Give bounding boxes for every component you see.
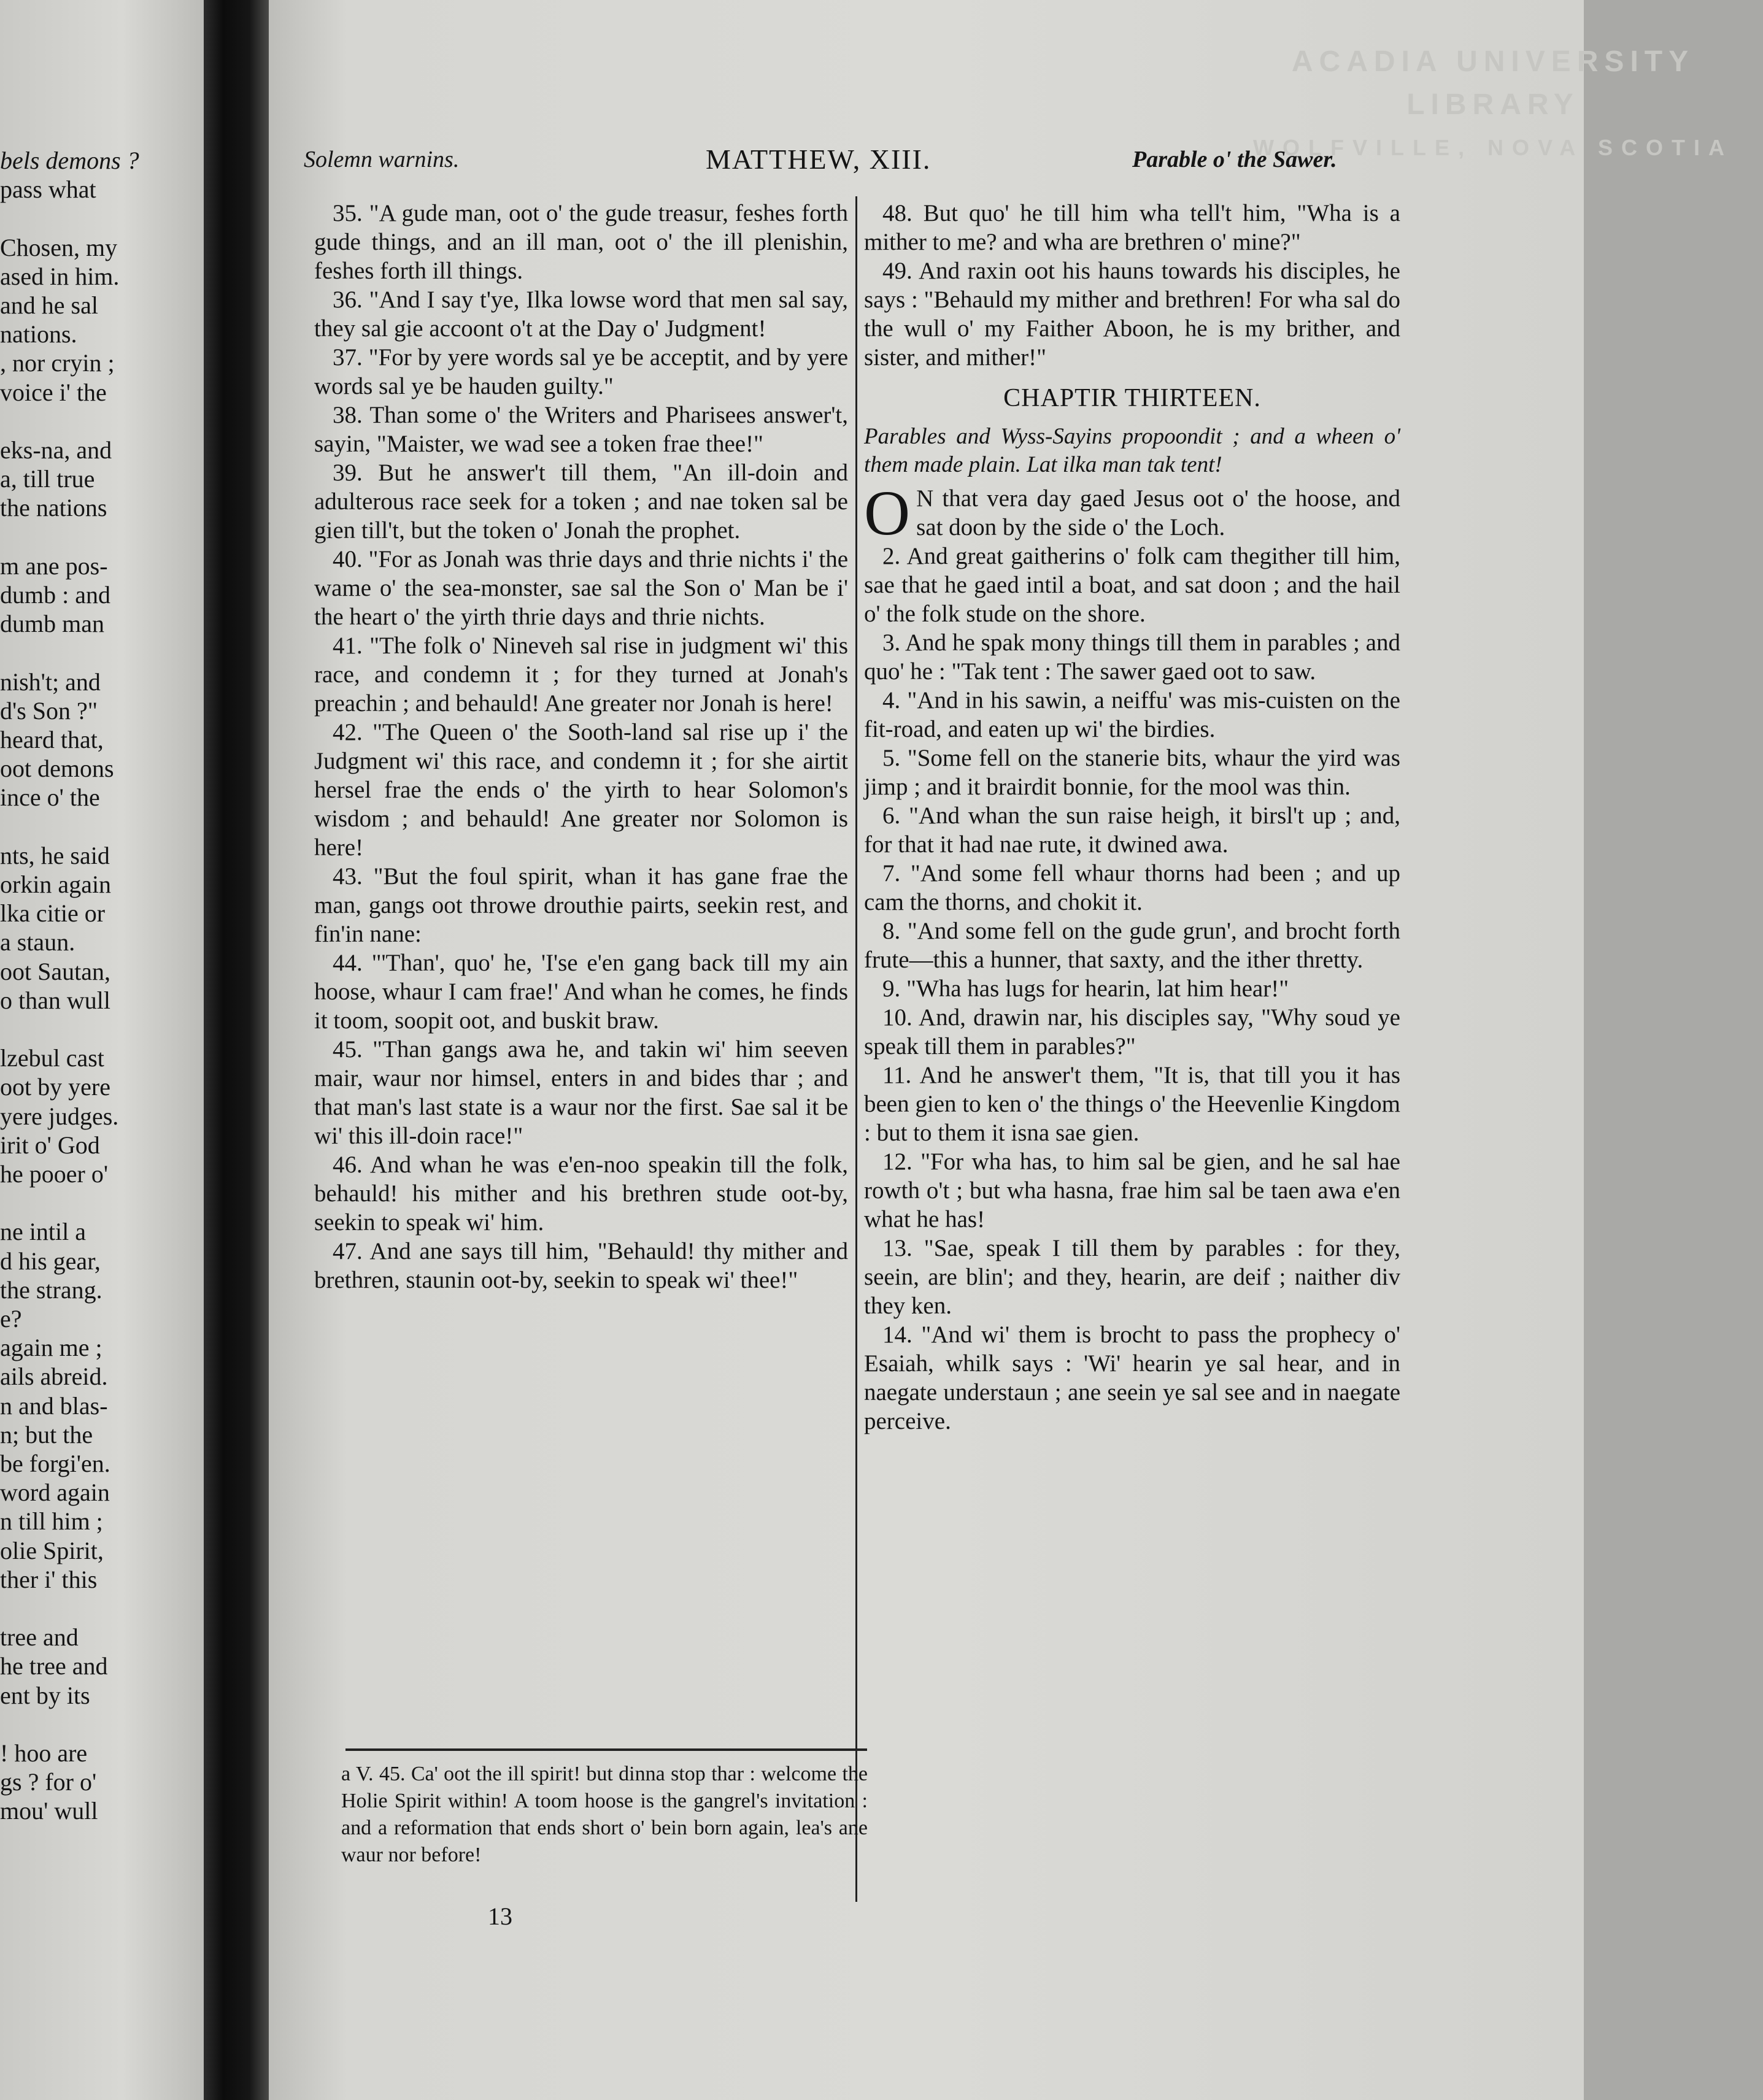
left-page-line: nations. <box>0 320 77 348</box>
verse: 9. "Wha has lugs for hearin, lat him hear!" <box>882 975 1289 1002</box>
verse: 7. "And some fell whaur thorns had been ; and up cam the thorns, and chokit it. <box>864 860 1400 915</box>
verse: 38. Than some o' the Writers and Pharisees answer't, sayin, "Maister, we wad see a token frae thee!" <box>314 402 848 457</box>
verse: 5. "Some fell on the stanerie bits, whaur the yird was jimp ; and it brairdit bonnie, for the mool was thin. <box>864 745 1400 800</box>
left-page-line: ther i' this <box>0 1565 98 1593</box>
verse: 10. And, drawin nar, his disciples say, "Why soud ye speak till them in parables?" <box>864 1004 1400 1060</box>
left-page-line: ent by its <box>0 1681 90 1709</box>
verse: 13. "Sae, speak I till them by parables : for they, seein, are blin'; and they, hearin, are deif ; naither div they ken. <box>864 1235 1400 1319</box>
verse: 43. "But the foul spirit, whan it has gane frae the man, gangs oot throwe drouthie pairts, seekin rest, and fin'in nane: <box>314 863 848 947</box>
verse: 4. "And in his sawin, a neiffu' was mis-cuisten on the fit-road, and eaten up wi' the birdies. <box>864 687 1400 742</box>
left-page-line: ince o' the <box>0 783 100 812</box>
verses-before-chapter <box>864 199 1400 372</box>
left-page-line: dumb man <box>0 610 104 638</box>
left-page-line: again me ; <box>0 1334 102 1362</box>
left-page-line: irit o' God <box>0 1131 100 1159</box>
left-page-line: ails abreid. <box>0 1363 108 1391</box>
left-page-line: o than wull <box>0 986 110 1014</box>
footnote: a V. 45. Ca' oot the ill spirit! but dinna stop thar : welcome the Holie Spirit within! A toom hoose is the gangrel's invitation : and a reformation that ends short o' bein born again, lea's ane waur nor before! <box>341 1763 868 1866</box>
verse: 40. "For as Jonah was thrie days and thrie nichts i' the wame o' the sea-monster, sae sal the Son o' Man be i' the heart o' the yirth thrie days and thrie nichts. <box>314 546 848 630</box>
drop-cap: O <box>864 478 911 548</box>
stamp-line-2: WOLFVILLE, NOVA SCOTIA <box>1253 135 1733 160</box>
text-column-left <box>314 199 848 1294</box>
stamp-line-1: ACADIA UNIVERSITY LIBRARY <box>1291 45 1695 121</box>
chapter-summary: Parables and Wyss-Sayins propoondit ; and a wheen o' them made plain. Lat ilka man tak tent! <box>864 424 1400 477</box>
left-page-line: ! hoo are <box>0 1739 88 1767</box>
left-page-line: bels demons ? <box>0 147 139 174</box>
left-page-line: eks-na, and <box>0 436 112 464</box>
left-page-line: n and blas- <box>0 1391 108 1420</box>
verse: 49. And raxin oot his hauns towards his disciples, he says : "Behauld my mither and brethren! For wha sal do the wull o' my Faither Aboon, he is my brither, and sister, and mither!" <box>864 258 1400 371</box>
left-page-line: n till him ; <box>0 1507 103 1536</box>
verse: 6. "And whan the sun raise heigh, it birsl't up ; and, for that it had nae rute, it dwined awa. <box>864 802 1400 858</box>
left-page-line: the nations <box>0 494 107 522</box>
left-page-line: ased in him. <box>0 262 120 290</box>
verse: 44. "'Than', quo' he, 'I'se e'en gang back till my ain hoose, whaur I cam frae!' And whan he comes, he finds it toom, soopit oot, and buskit braw. <box>314 950 848 1034</box>
verse: 35. "A gude man, oot o' the gude treasur, feshes forth gude things, and an ill man, oot o' the ill plenishin, feshes forth ill things. <box>314 200 848 284</box>
page-number: 13 <box>488 1902 512 1930</box>
left-page-line: voice i' the <box>0 378 107 406</box>
left-page-line: he tree and <box>0 1652 108 1680</box>
left-page-line: a staun. <box>0 928 75 956</box>
first-verse <box>864 478 1400 548</box>
left-page-line: yere judges. <box>0 1102 119 1130</box>
left-page-line: olie Spirit, <box>0 1536 104 1564</box>
chapter-title: CHAPTIR THIRTEEN. <box>1003 384 1261 412</box>
left-page-line: he pooer o' <box>0 1160 109 1188</box>
verses-after-chapter <box>864 542 1400 1436</box>
verse: 37. "For by yere words sal ye be acceptit, and by yere words sal ye be hauden guilty." <box>314 344 848 399</box>
column-divider <box>855 196 857 1902</box>
book-gutter <box>204 0 269 2100</box>
left-page-line: oot demons <box>0 755 114 783</box>
verse: 11. And he answer't them, "It is, that till you it has been gien to ken o' the things o' the Heevenlie Kingdom : but to them it isna sae gien. <box>864 1062 1401 1146</box>
left-page-line: dumb : and <box>0 581 110 609</box>
left-page-line: word again <box>0 1479 110 1507</box>
left-page-line: nts, he said <box>0 841 110 869</box>
left-page-line: and he sal <box>0 291 98 319</box>
left-page-line: ne intil a <box>0 1218 86 1246</box>
left-page-line: a, till true <box>0 465 95 493</box>
running-head-left: Solemn warnins. <box>304 147 460 172</box>
text-column-right <box>864 199 1400 1436</box>
left-page-line: the strang. <box>0 1275 102 1304</box>
verse: 45. "Than gangs awa he, and takin wi' him seeven mair, waur nor himsel, enters in and bides thar ; and that man's last state is a waur nor the first. Sae sal it be wi' this ill-doin race!" <box>314 1036 848 1149</box>
verse: 14. "And wi' them is brocht to pass the prophecy o' Esaiah, whilk says : 'Wi' hearin ye sal hear, and in naegate understaun ; ane seein ye sal see and in naegate perceive. <box>864 1321 1400 1434</box>
left-page-line: lzebul cast <box>0 1044 104 1072</box>
left-page-line: d his gear, <box>0 1247 101 1275</box>
left-page-line: e? <box>0 1305 22 1333</box>
verse: 12. "For wha has, to him sal be gien, and he sal hae rowth o't ; but wha hasna, frae him sal be taen awa e'en what he has! <box>864 1148 1400 1233</box>
verse: 8. "And some fell on the gude grun', and brocht forth frute—this a hunner, that saxty, and the ither thretty. <box>864 918 1400 973</box>
left-page-line: orkin again <box>0 871 112 898</box>
verse: 47. And ane says till him, "Behauld! thy mither and brethren, staunin oot-by, seekin to speak wi' thee!" <box>314 1238 848 1293</box>
verse: 41. "The folk o' Nineveh sal rise in judgment wi' this race, and condemn it ; for they turned at Jonah's preachin ; and behauld! Ane greater nor Jonah is here! <box>314 633 848 717</box>
left-page-line: pass what <box>0 175 96 204</box>
verse: 39. But he answer't till them, "An ill-doin and adulterous race seek for a token ; and nae token sal be gien till't, but the token o' Jonah the prophet. <box>314 460 848 544</box>
left-page-line: oot Sautan, <box>0 957 110 985</box>
left-facing-page <box>0 0 204 2100</box>
left-page-line: oot by yere <box>0 1073 110 1101</box>
left-page-line: lka citie or <box>0 899 106 928</box>
verse: 2. And great gaitherins o' folk cam thegither till him, sae that he gaed intil a boat, and sat doon ; and the hail o' the folk stude on the shore. <box>864 543 1400 627</box>
verse: 46. And whan he was e'en-noo speakin till the folk, behauld! his mither and his brethren stude oot-by, seekin to speak wi' him. <box>314 1152 848 1236</box>
left-page-line: , nor cryin ; <box>0 349 115 377</box>
left-page-line: mou' wull <box>0 1797 98 1825</box>
left-page-line: tree and <box>0 1623 79 1652</box>
left-page-line: d's Son ?" <box>0 696 98 725</box>
left-page-line: m ane pos- <box>0 552 108 580</box>
left-page-line: heard that, <box>0 726 104 753</box>
verse: 48. But quo' he till him wha tell't him, "Wha is a mither to me? and wha are brethren o' mine?" <box>864 200 1400 255</box>
running-head-title: MATTHEW, XIII. <box>706 144 932 175</box>
verse: 42. "The Queen o' the Sooth-land sal rise up i' the Judgment wi' this race, and condemn it ; for she airtit hersel frae the ends o' the yirth to hear Solomon's wisdom ; and behauld! Ane greater nor Solomon is here! <box>314 719 848 861</box>
left-page-line: n; but the <box>0 1420 93 1448</box>
left-page-line: Chosen, my <box>0 233 118 261</box>
verse: 3. And he spak mony things till them in parables ; and quo' he : "Tak tent : The sawer gaed oot to saw. <box>864 629 1400 685</box>
left-page-line: nish't; and <box>0 667 101 696</box>
verse: 36. "And I say t'ye, Ilka lowse word that men sal say, they sal gie accoont o't at the Day o' Judgment! <box>314 287 848 342</box>
first-verse-text: N that vera day gaed Jesus oot o' the hoose, and sat doon by the side o' the Loch. <box>916 485 1400 540</box>
left-page-line: gs ? for o' <box>0 1768 97 1796</box>
footnote-rule <box>345 1748 867 1751</box>
left-page-line: be forgi'en. <box>0 1450 110 1477</box>
running-head-right: Parable o' the Sawer. <box>1132 147 1337 172</box>
